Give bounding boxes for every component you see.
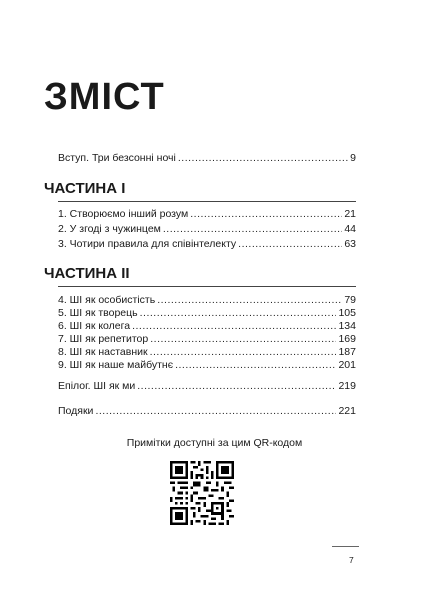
toc-entry[interactable] bbox=[58, 223, 356, 236]
toc-entry-label: 5. ШІ як творець bbox=[58, 307, 138, 319]
toc-entry-page: 21 bbox=[344, 208, 356, 220]
toc-entry-label: Подяки bbox=[58, 405, 94, 417]
dot-leader bbox=[140, 307, 337, 320]
toc-entry-page: 105 bbox=[338, 307, 356, 319]
toc-entry-page: 44 bbox=[344, 223, 356, 235]
toc-entry-label: Вступ. Три безсонні ночі bbox=[58, 152, 176, 164]
toc-entry-page: 134 bbox=[338, 320, 356, 332]
toc-entry-page: 169 bbox=[338, 333, 356, 345]
dot-leader bbox=[157, 294, 342, 307]
page-number: 7 bbox=[349, 555, 354, 565]
toc-entry-page: 79 bbox=[344, 294, 356, 306]
part-title-1: ЧАСТИНА I bbox=[44, 180, 126, 197]
toc-entry[interactable] bbox=[58, 346, 356, 359]
page-title: ЗМІСТ bbox=[44, 76, 165, 118]
dot-leader bbox=[150, 333, 336, 346]
toc-entry-acknowledgements[interactable] bbox=[58, 405, 356, 418]
toc-entry-page: 187 bbox=[338, 346, 356, 358]
dot-leader bbox=[163, 223, 342, 236]
toc-entry-label: 7. ШІ як репетитор bbox=[58, 333, 149, 345]
toc-entry-label: 4. ШІ як особистість bbox=[58, 294, 156, 306]
dot-leader bbox=[132, 320, 336, 333]
toc-entry-epilogue[interactable] bbox=[58, 380, 356, 393]
toc-entry-label: 3. Чотири правила для співінтелекту bbox=[58, 238, 237, 250]
toc-entry-label: 6. ШІ як колега bbox=[58, 320, 131, 332]
toc-entry-label: 8. ШІ як наставник bbox=[58, 346, 148, 358]
page-number-rule bbox=[332, 546, 359, 547]
toc-entry-page: 201 bbox=[338, 359, 356, 371]
part-divider-2 bbox=[58, 286, 356, 287]
toc-entry[interactable] bbox=[58, 208, 356, 221]
dot-leader bbox=[178, 152, 348, 165]
part-title-2: ЧАСТИНА II bbox=[44, 265, 130, 282]
toc-entry[interactable] bbox=[58, 294, 356, 307]
toc-entry-page: 9 bbox=[350, 152, 356, 164]
toc-entry[interactable] bbox=[58, 238, 356, 251]
toc-entry-label: 9. ШІ як наше майбутнє bbox=[58, 359, 174, 371]
toc-entry-intro[interactable] bbox=[58, 152, 356, 165]
toc-entry-label: Епілог. ШІ як ми bbox=[58, 380, 136, 392]
toc-entry[interactable] bbox=[58, 320, 356, 333]
part-divider-1 bbox=[58, 201, 356, 202]
toc-entry[interactable] bbox=[58, 359, 356, 372]
toc-entry-label: 1. Створюємо інший розум bbox=[58, 208, 189, 220]
dot-leader bbox=[95, 405, 336, 418]
dot-leader bbox=[175, 359, 336, 372]
toc-entry-page: 219 bbox=[338, 380, 356, 392]
qr-caption: Примітки доступні за цим QR-кодом bbox=[126, 437, 303, 449]
toc-entry[interactable] bbox=[58, 333, 356, 346]
dot-leader bbox=[150, 346, 337, 359]
dot-leader bbox=[238, 238, 342, 251]
toc-entry-label: 2. У згоді з чужинцем bbox=[58, 223, 161, 235]
dot-leader bbox=[190, 208, 342, 221]
toc-entry-page: 221 bbox=[338, 405, 356, 417]
qr-code-icon[interactable] bbox=[170, 461, 234, 525]
dot-leader bbox=[137, 380, 336, 393]
toc-entry-page: 63 bbox=[344, 238, 356, 250]
toc-entry[interactable] bbox=[58, 307, 356, 320]
